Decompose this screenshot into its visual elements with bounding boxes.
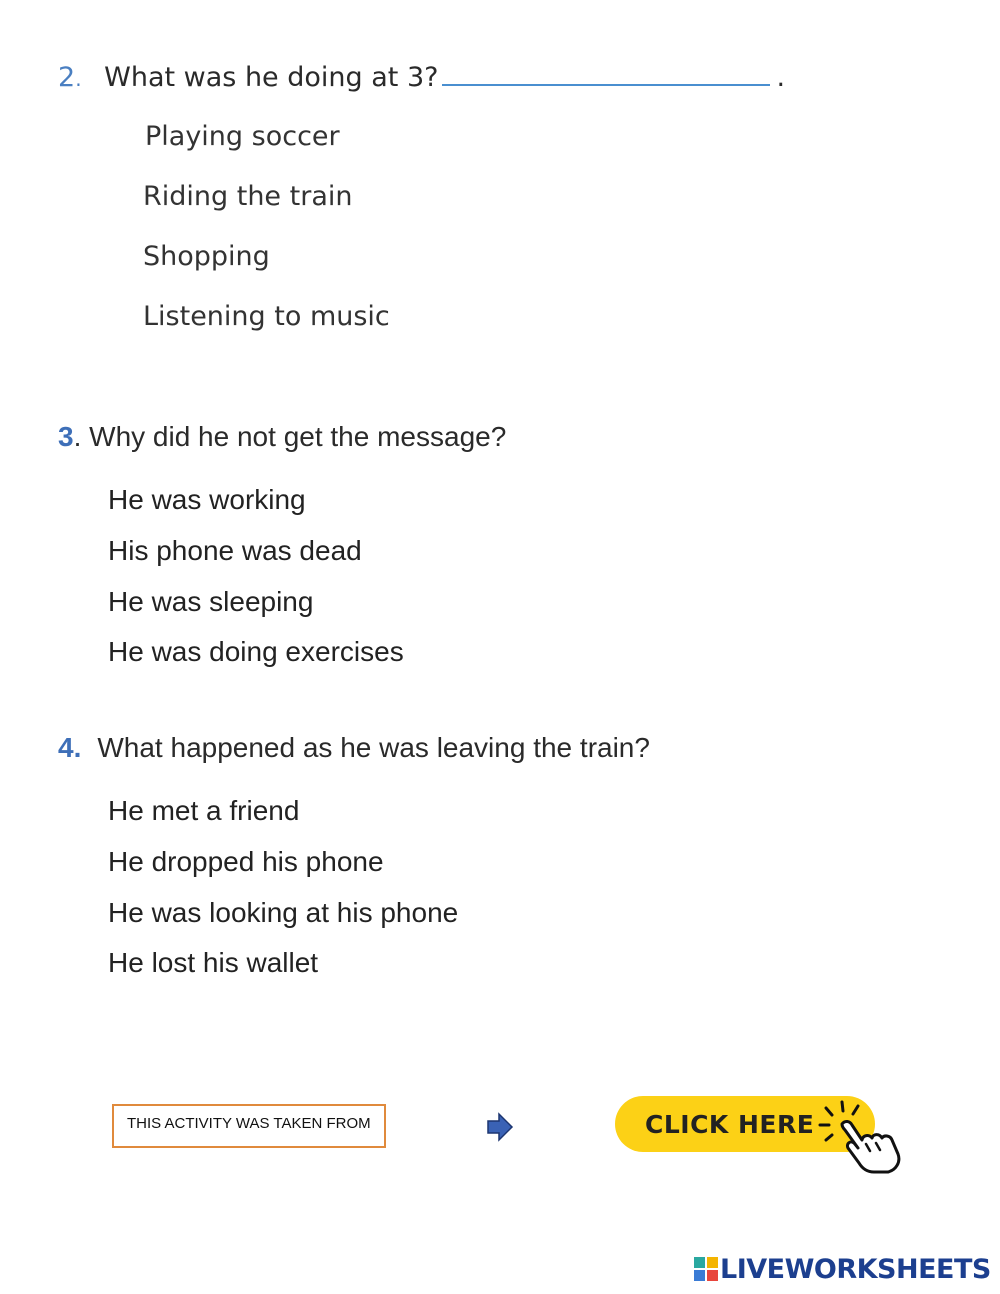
source-box: THIS ACTIVITY WAS TAKEN FROM xyxy=(112,1104,386,1148)
question-number: 4. xyxy=(58,732,82,763)
option-phone-dead[interactable]: His phone was dead xyxy=(108,535,362,566)
option-looking-phone[interactable]: He was looking at his phone xyxy=(108,897,459,928)
question-3 xyxy=(58,421,506,453)
option-lost-wallet[interactable]: He lost his wallet xyxy=(108,947,319,978)
option-sleeping[interactable]: He was sleeping xyxy=(108,586,314,617)
option-met-friend[interactable]: He met a friend xyxy=(108,795,300,826)
question-number-dot: . xyxy=(75,67,82,91)
question-text: What was he doing at 3? xyxy=(104,62,439,93)
question-number: 2 xyxy=(58,62,76,93)
option-shopping[interactable]: Shopping xyxy=(143,241,270,272)
logo-text: LIVEWORKSHEETS xyxy=(720,1253,991,1285)
option-riding-train[interactable]: Riding the train xyxy=(143,181,353,212)
liveworksheets-logo[interactable] xyxy=(694,1252,991,1286)
option-playing-soccer[interactable]: Playing soccer xyxy=(145,121,340,152)
question-number: 3 xyxy=(58,421,74,452)
option-listening-music[interactable]: Listening to music xyxy=(143,301,390,332)
question-end: . xyxy=(776,62,786,93)
click-here-label: CLICK HERE xyxy=(645,1110,815,1139)
question-2 xyxy=(58,62,785,93)
question-text: What happened as he was leaving the train? xyxy=(97,732,650,763)
arrow-right-icon xyxy=(486,1112,514,1142)
pointing-hand-icon xyxy=(812,1098,908,1174)
answer-blank[interactable] xyxy=(442,64,770,86)
question-4 xyxy=(58,732,650,764)
liveworksheets-logo-icon xyxy=(694,1257,718,1281)
option-exercises[interactable]: He was doing exercises xyxy=(108,636,404,667)
option-dropped-phone[interactable]: He dropped his phone xyxy=(108,846,384,877)
option-working[interactable]: He was working xyxy=(108,484,306,515)
question-text: . Why did he not get the message? xyxy=(73,421,507,452)
